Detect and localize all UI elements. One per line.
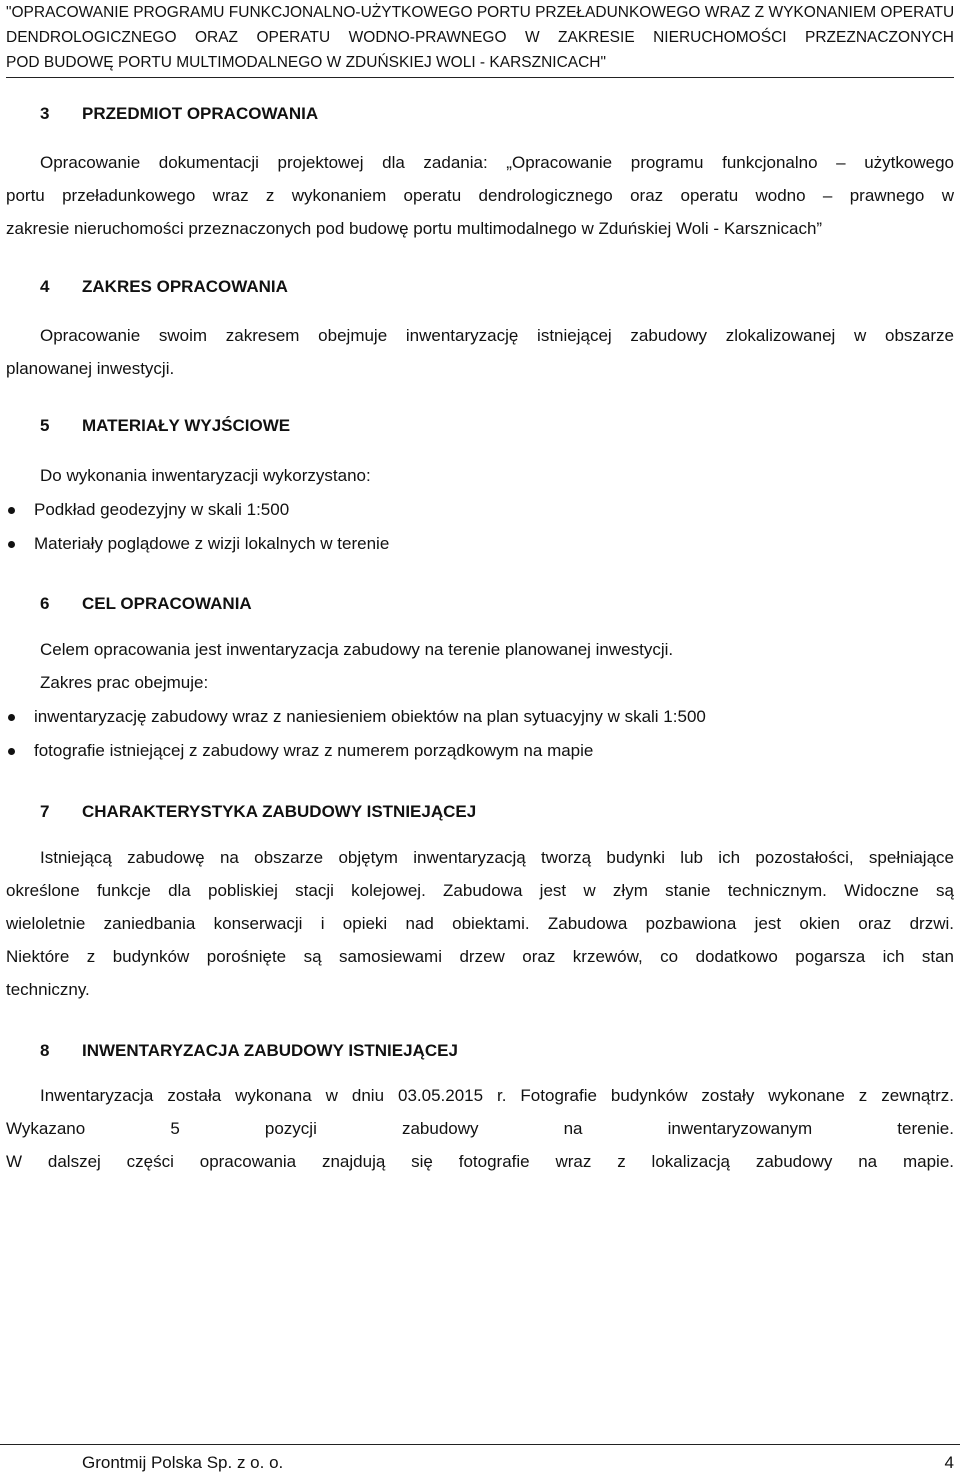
section-number: 4 <box>40 277 50 296</box>
paragraph-line: techniczny. <box>6 980 90 999</box>
section-title: PRZEDMIOT OPRACOWANIA <box>82 104 319 123</box>
paragraph-line: wieloletnie zaniedbania konserwacji i opieki nad obiektami. Zabudowa pozbawiona jest okien oraz drzwi. <box>6 914 954 933</box>
section-5-intro <box>6 459 954 492</box>
bullet-icon <box>8 714 15 721</box>
document-footer <box>0 1444 960 1472</box>
paragraph-line: określone funkcje dla pobliskiej stacji kolejowej. Zabudowa jest w złym stanie technicznym. Widoczne są <box>6 881 954 900</box>
section-6-paragraph <box>6 633 954 699</box>
header-line-1: "OPRACOWANIE PROGRAMU FUNKCJONALNO-UŻYTKOWEGO PORTU PRZEŁADUNKOWEGO WRAZ Z WYKONANIEM OPERATU <box>6 4 955 21</box>
paragraph-line: Opracowanie swoim zakresem obejmuje inwentaryzację istniejącej zabudowy zlokalizowanej w obszarze <box>40 326 954 345</box>
section-number: 7 <box>40 802 50 821</box>
section-number: 5 <box>40 416 50 435</box>
section-title: MATERIAŁY WYJŚCIOWE <box>82 416 291 435</box>
section-number: 8 <box>40 1041 50 1060</box>
list-item-text: inwentaryzację zabudowy wraz z naniesieniem obiektów na plan sytuacyjny w skali 1:500 <box>34 707 706 726</box>
paragraph-line: portu przeładunkowego wraz z wykonaniem operatu dendrologicznego oraz operatu wodno – prawnego w <box>6 186 954 205</box>
bullet-icon <box>8 748 15 755</box>
paragraph-line: planowanej inwestycji. <box>6 359 175 378</box>
paragraph-line: Do wykonania inwentaryzacji wykorzystano: <box>40 466 371 485</box>
paragraph-line: Celem opracowania jest inwentaryzacja zabudowy na terenie planowanej inwestycji. <box>40 640 674 659</box>
document-header <box>6 0 954 78</box>
paragraph-line: Opracowanie dokumentacji projektowej dla zadania: „Opracowanie programu funkcjonalno – użytkowego <box>40 153 954 172</box>
paragraph-line: W dalszej części opracowania znajdują się fotografie wraz z lokalizacją zabudowy na mapie. <box>6 1152 954 1171</box>
bullet-icon <box>8 541 15 548</box>
section-8-paragraph <box>6 1079 954 1178</box>
list-item-text: Materiały poglądowe z wizji lokalnych w terenie <box>34 534 390 553</box>
section-number: 3 <box>40 104 50 123</box>
section-title: INWENTARYZACJA ZABUDOWY ISTNIEJĄCEJ <box>82 1041 458 1060</box>
paragraph-line: Inwentaryzacja została wykonana w dniu 03.05.2015 r. Fotografie budynków zostały wykonane z zewnątrz. <box>40 1086 954 1105</box>
section-number: 6 <box>40 594 50 613</box>
section-4-paragraph <box>6 319 954 385</box>
section-title: ZAKRES OPRACOWANIA <box>82 277 288 296</box>
paragraph-line: Zakres prac obejmuje: <box>40 673 209 692</box>
paragraph-line: Wykazano 5 pozycji zabudowy na inwentaryzowanym terenie. <box>6 1119 954 1138</box>
paragraph-line: Niektóre z budynków porośnięte są samosiewami drzew oraz krzewów, co dodatkowo pogarsza ich stan <box>6 947 954 966</box>
section-7-paragraph <box>6 841 954 1006</box>
header-line-3: POD BUDOWĘ PORTU MULTIMODALNEGO W ZDUŃSKIEJ WOLI - KARSZNICACH" <box>6 54 606 71</box>
footer-company: Grontmij Polska Sp. z o. o. <box>82 1453 284 1472</box>
bullet-icon <box>8 507 15 514</box>
paragraph-line: Istniejącą zabudowę na obszarze objętym inwentaryzacją tworzą budynki lub ich pozostałości, spełniające <box>40 848 954 867</box>
list-item-text: Podkład geodezyjny w skali 1:500 <box>34 500 290 519</box>
header-line-2: DENDROLOGICZNEGO ORAZ OPERATU WODNO-PRAWNEGO W ZAKRESIE NIERUCHOMOŚCI PRZEZNACZONYCH <box>6 29 954 46</box>
section-3-paragraph <box>6 146 954 245</box>
list-item-text: fotografie istniejącej z zabudowy wraz z numerem porządkowym na mapie <box>34 741 594 760</box>
section-title: CHARAKTERYSTYKA ZABUDOWY ISTNIEJĄCEJ <box>82 802 477 821</box>
section-title: CEL OPRACOWANIA <box>82 594 252 613</box>
paragraph-line: zakresie nieruchomości przeznaczonych pod budowę portu multimodalnego w Zduńskiej Woli - Karsznicach” <box>6 219 823 238</box>
page-number: 4 <box>944 1453 954 1472</box>
